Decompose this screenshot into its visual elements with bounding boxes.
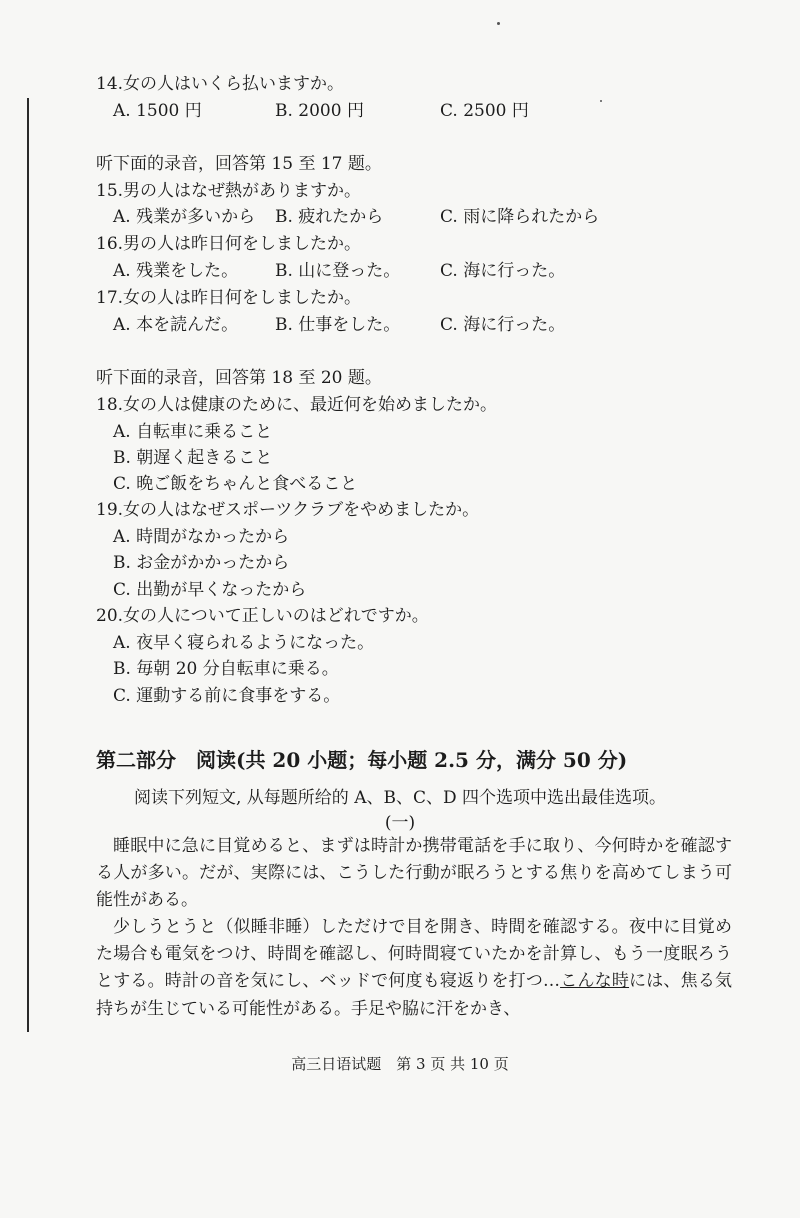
instruction-15-17: 听下面的录音，回答第 15 至 17 题。 [96,154,382,174]
q20-option-b: B. 毎朝 20 分自転車に乗る。 [113,659,339,679]
paragraph-1-text: 睡眠中に急に目覚めると、まずは時計か携帯電話を手に取り、今何時かを確認する人が多い。だが、実際には、こうした行動が眠ろうとする焦りを高めてしまう可能性がある。 [96,836,732,911]
question-17: 17.女の人は昨日何をしましたか。 [96,288,362,308]
q14-option-b: B. 2000 円 [275,101,364,121]
q14-option-a: A. 1500 円 [113,101,202,121]
q17-option-b: B. 仕事をした。 [275,315,401,335]
q19-option-c: C. 出勤が早くなったから [113,580,307,600]
q18-option-c: C. 晩ご飯をちゃんと食べること [113,474,358,494]
passage-paragraph-1 [96,833,732,915]
q18-option-b: B. 朝遅く起きること [113,448,273,468]
scan-speck [497,22,500,25]
passage-paragraph-2 [96,914,732,1023]
question-16: 16.男の人は昨日何をしましたか。 [96,234,362,254]
q19-option-b: B. お金がかかったから [113,553,290,573]
q20-option-a: A. 夜早く寝られるようになった。 [113,633,375,653]
question-14: 14.女の人はいくら払いますか。 [96,74,345,94]
q15-option-a: A. 残業が多いから [113,207,256,227]
q17-option-c: C. 海に行った。 [440,315,566,335]
instruction-18-20: 听下面的录音，回答第 18 至 20 题。 [96,368,382,388]
paragraph-2-text-start: 少しうとうと（似睡非睡）しただけで目を開き、時間を確認する。夜中に目覚めた場合も電気をつけ、時間を確認し、何時間寝ていたかを計算し、もう一度眠ろうとする。時計の音を気にし、ベッドで何度も寝返りを打つ… [96,917,732,992]
page-footer: 高三日语试题 第 3 页 共 10 页 [291,1055,509,1073]
q16-option-c: C. 海に行った。 [440,261,566,281]
q15-option-c: C. 雨に降られたから [440,207,600,227]
q19-option-a: A. 時間がなかったから [113,527,290,547]
question-18: 18.女の人は健康のために、最近何を始めましたか。 [96,395,498,415]
q17-option-a: A. 本を読んだ。 [113,315,239,335]
reading-instruction: 阅读下列短文, 从每题所给的 A、B、C、D 四个选项中选出最佳选项。 [133,788,667,808]
q16-option-b: B. 山に登った。 [275,261,401,281]
scan-speck [600,100,602,102]
q15-option-b: B. 疲れたから [275,207,384,227]
section-heading: 第二部分 阅读(共 20 小题；每小题 2.5 分，满分 50 分) [96,748,628,772]
q18-option-a: A. 自転車に乗ること [113,422,273,442]
question-19: 19.女の人はなぜスポーツクラブをやめましたか。 [96,500,480,520]
q14-option-c: C. 2500 円 [440,101,529,121]
question-15: 15.男の人はなぜ熱がありますか。 [96,181,362,201]
paragraph-2-text-end: には、焦る気持ちが生じている可能性がある。手足や脇に汗をかき、 [96,971,733,1019]
q20-option-c: C. 運動する前に食事をする。 [113,686,341,706]
question-20: 20.女の人について正しいのはどれですか。 [96,606,429,626]
passage-number: (一) [384,813,416,833]
q16-option-a: A. 残業をした。 [113,261,239,281]
binding-margin-line [27,98,29,1032]
underlined-phrase: こんな時 [560,971,630,992]
